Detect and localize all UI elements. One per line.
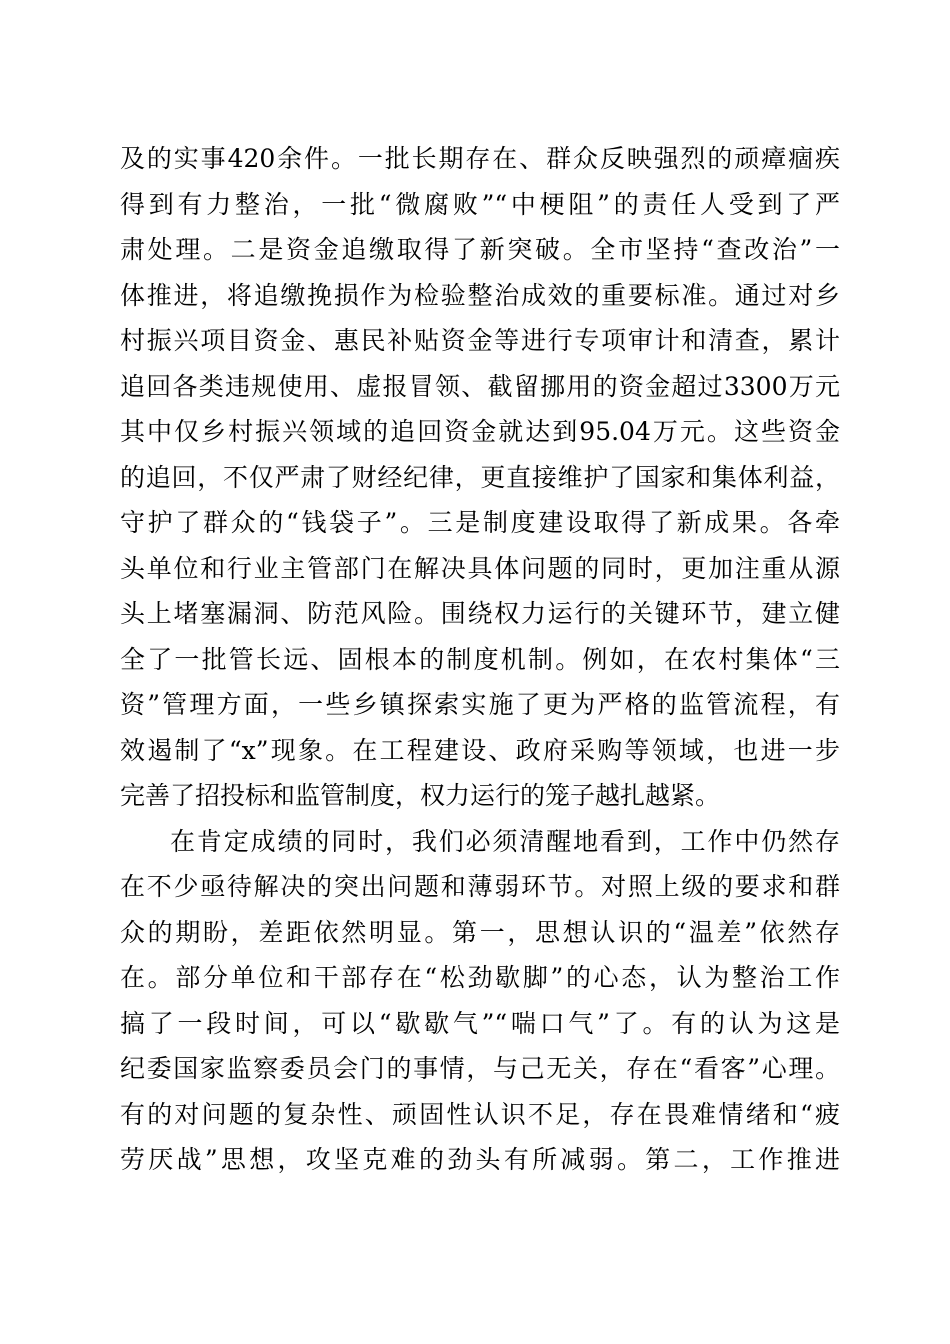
text-line: 及的实事420余件。一批长期存在、群众反映强烈的顽瘴痼疾	[120, 144, 840, 173]
text-line: 头单位和行业主管部门在解决具体问题的同时，更加注重从源	[120, 553, 840, 583]
text-line: 在不少亟待解决的突出问题和薄弱环节。对照上级的要求和群	[120, 872, 840, 901]
text-line: 搞了一段时间，可以“歇歇气”“喘口气”了。有的认为这是	[120, 1008, 840, 1038]
text-line: 有的对问题的复杂性、顽固性认识不足，存在畏难情绪和“疲	[120, 1099, 840, 1129]
text-line: 其中仅乡村振兴领域的追回资金就达到95.04万元。这些资金	[120, 417, 840, 446]
text-line: 完善了招投标和监管制度，权力运行的笼子越扎越紧。	[120, 781, 721, 810]
text-line: 村振兴项目资金、惠民补贴资金等进行专项审计和清查，累计	[120, 326, 840, 355]
text-line: 的追回，不仅严肃了财经纪律，更直接维护了国家和集体利益，	[120, 462, 840, 492]
text-line: 在。部分单位和干部存在“松劲歇脚”的心态，认为整治工作	[120, 963, 840, 992]
text-line: 肃处理。二是资金追缴取得了新突破。全市坚持“查改治”一	[120, 235, 840, 264]
text-line: 头上堵塞漏洞、防范风险。围绕权力运行的关键环节，建立健	[120, 599, 840, 628]
text-line: 追回各类违规使用、虚报冒领、截留挪用的资金超过3300万元	[120, 371, 840, 401]
paragraph-start-line: 在肯定成绩的同时，我们必须清醒地看到，工作中仍然存	[170, 826, 840, 856]
text-line: 资”管理方面，一些乡镇探索实施了更为严格的监管流程，有	[120, 690, 840, 719]
text-line: 劳厌战”思想，攻坚克难的劲头有所减弱。第二，工作推进	[120, 1145, 840, 1174]
text-line: 效遏制了“x”现象。在工程建设、政府采购等领域，也进一步	[120, 735, 840, 765]
text-line: 纪委国家监察委员会门的事情，与己无关，存在“看客”心理。	[120, 1054, 840, 1083]
text-line: 全了一批管长远、固根本的制度机制。例如，在农村集体“三	[120, 644, 840, 674]
text-line: 众的期盼，差距依然明显。第一，思想认识的“温差”依然存	[120, 917, 840, 947]
text-line: 守护了群众的“钱袋子”。三是制度建设取得了新成果。各牵	[120, 508, 840, 537]
text-line: 体推进，将追缴挽损作为检验整治成效的重要标准。通过对乡	[120, 280, 840, 310]
text-line: 得到有力整治，一批“微腐败”“中梗阻”的责任人受到了严	[120, 189, 840, 219]
body-text	[120, 136, 840, 1183]
